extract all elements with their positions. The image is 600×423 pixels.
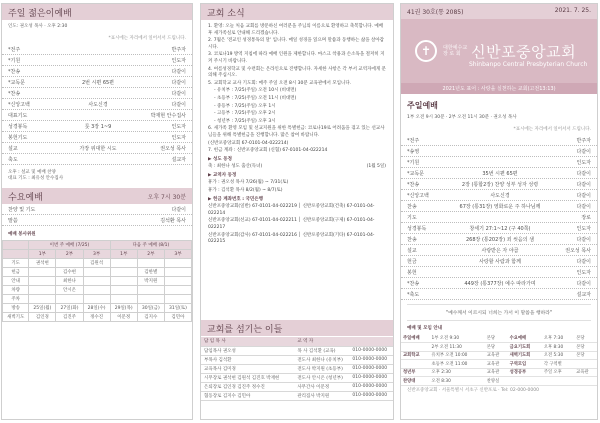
order-item-leader: 설교자 — [576, 291, 591, 298]
news-sub-item: - 중등부 : 7/25(주일) 오후 1시 — [214, 103, 276, 109]
worship-order-row — [401, 234, 597, 245]
order-item-detail: 35번 시편 65편 — [482, 170, 518, 177]
duty-title: 예배 봉사위원 — [8, 232, 36, 237]
timetable-cell — [542, 377, 574, 386]
staff-table-header — [201, 320, 393, 336]
order-item-label: *찬송 — [8, 68, 21, 75]
order-item-leader: 인도자 — [576, 269, 591, 276]
duty-head-cell: 2부 — [56, 250, 83, 259]
duty-role: 주차 — [3, 295, 29, 304]
duty-cell: 박지원 — [137, 277, 164, 286]
duty-cell — [164, 277, 191, 286]
order-item-label: *교독문 — [8, 79, 25, 86]
order-item-label: 설교 — [407, 247, 417, 254]
worship-order-row — [401, 201, 597, 212]
timetable-cell: 오후 2:30 — [430, 368, 485, 377]
duty-head-cell: 1부 — [110, 250, 137, 259]
order-item-detail: 449장 (통377장) 예수 따라가며 — [464, 280, 536, 287]
news-item: 2. 7월은 '전교인 성경통독의 달' 입니다. 매일 성경을 읽으며 말씀과 동행하는 삶을 살아갑시다. — [208, 38, 385, 50]
news-item: 1. 환영: 오늘 처음 교회를 방문하신 여러분을 주님의 이름으로 환영하고 축복합니다. 예배 후 새가족실로 안내해 드리겠습니다. — [208, 24, 384, 36]
timetable-cell — [574, 360, 597, 369]
order-item-leader: 다같이 — [576, 236, 591, 243]
order-item-label: 헌금 — [407, 258, 417, 265]
timetable-cell: 찬양실 — [485, 377, 508, 386]
church-news-body — [201, 20, 393, 251]
wednesday-title: 수요예배 — [8, 192, 43, 203]
worship-order-row — [401, 168, 597, 179]
duty-cell — [56, 259, 83, 268]
member-news-date: (1월 5일) — [366, 164, 386, 170]
news-item: 3. 코로나19 방역 지침에 따라 예배 인원을 제한합니다. 마스크 착용과 손소독을 철저히 지켜 주시기 바랍니다. — [208, 52, 385, 64]
timetable-cell — [401, 343, 430, 352]
order-item-leader: 다같이 — [576, 181, 591, 188]
staff-row — [201, 355, 393, 364]
duty-cell: 권석현 — [29, 259, 56, 268]
youth-worship-header — [2, 4, 192, 20]
order-item-label: *찬송 — [407, 181, 420, 188]
duty-cell: 김지수 — [137, 313, 164, 322]
timetable-row — [401, 351, 597, 360]
staff-cell: 교육목사 김미경 — [201, 364, 288, 373]
order-item-label: 성경봉독 — [407, 225, 427, 232]
order-item-label: *축도 — [407, 291, 420, 298]
duty-cell — [137, 259, 164, 268]
duty-role: 방송 — [3, 304, 29, 313]
duty-cell — [164, 286, 191, 295]
worship-order-row — [2, 132, 192, 143]
staff-table-title: 교회를 섬기는 이들 — [207, 324, 283, 335]
worship-order-row — [2, 215, 192, 226]
timetable-row — [401, 343, 597, 352]
sunday-worship-info: 1부 오전 9시 30분 · 2부 오전 11시 30분 · 권오성 목사 — [407, 115, 517, 120]
worship-order-row — [401, 135, 597, 146]
duty-group-next-week: 다음 주 예배 (8/1) — [110, 241, 191, 250]
duty-cell — [110, 277, 137, 286]
timetable-row — [401, 368, 597, 377]
duty-cell: 28일(수) — [83, 304, 110, 313]
duty-row — [3, 277, 192, 286]
duty-cell — [29, 268, 56, 277]
staff-cell: 사무간사 이문정 — [294, 382, 349, 391]
worship-order-row — [401, 245, 597, 256]
duty-cell — [83, 277, 110, 286]
worship-order-row — [2, 143, 192, 154]
timetable-cell: 본당 — [574, 343, 597, 352]
staff-news-line: 휴가 : 김석환 목사 8/2(월) ~ 8/7(토) — [208, 188, 283, 194]
order-item-leader: 다같이 — [576, 170, 591, 177]
duty-head-cell: 2부 — [137, 250, 164, 259]
sunday-worship-title: 주일예배 — [407, 101, 438, 110]
timetable-cell: 주일예배 — [401, 334, 430, 343]
staff-cell: 010-0000-0000 — [349, 364, 393, 373]
order-item-label: *찬송 — [407, 280, 420, 287]
duty-row — [3, 313, 192, 322]
duty-role: 헌금 — [3, 268, 29, 277]
timetable-cell: 교육관 — [485, 360, 508, 369]
staff-row — [201, 391, 393, 400]
worship-order-row — [2, 88, 192, 99]
worship-order-row — [401, 289, 597, 300]
timetable-cell: 교육관 — [485, 368, 508, 377]
order-item-label: *송영 — [407, 148, 420, 155]
standing-note: *표시에는 자리에서 일어서서 드립니다. — [108, 36, 186, 41]
staff-cell: 시무장로 권석현 김원석 김진호 박재현 — [201, 373, 288, 382]
order-item-detail: 사도신경 — [88, 101, 108, 108]
worship-order-row — [401, 278, 597, 289]
duty-cell: 30일(금) — [137, 304, 164, 313]
order-item-detail: 67장 (통31장) 영화로운 주 하나님께 — [459, 203, 541, 210]
worship-order-row — [401, 256, 597, 267]
order-item-label: *전주 — [407, 137, 420, 144]
worship-order-row — [401, 157, 597, 168]
timetable-cell: 초등부 오전 11:00 — [430, 360, 485, 369]
youth-foot-line: 오후 : 설교 및 예배 찬양 — [8, 170, 56, 175]
staff-news-heading: ▶ 교역자 동정 — [208, 172, 237, 178]
staff-head-cell — [349, 337, 393, 346]
news-sub-item: - 고등부 : 7/25(주일) 오후 2시 — [214, 111, 276, 117]
timetable-cell: 주일 오후 — [542, 368, 574, 377]
duty-group-this-week: 이번 주 예배 (7/25) — [29, 241, 110, 250]
worship-order-row — [2, 110, 192, 121]
staff-cell: 전도사 최한나 (유치부) — [294, 355, 349, 364]
staff-cell: 관리집사 박지원 — [294, 391, 349, 400]
timetable-cell: 찬양대 — [401, 377, 430, 386]
news-item: 7. 헌금 계좌 : 신반포중앙교회 (신협) 67-0101-04-022214 — [208, 148, 328, 154]
order-item-detail: 사랑할 사람과 함께 — [479, 258, 521, 265]
news-item: 5. 교회학교 교사 기도회: 매주 주일 오전 8시 30분 교육관에서 모입니다. — [208, 80, 352, 86]
timetable-cell: 2부 오전 11:30 — [430, 343, 485, 352]
duty-row — [3, 304, 192, 313]
duty-cell: 김수현 — [56, 268, 83, 277]
duty-cell: 27일(화) — [56, 304, 83, 313]
order-item-detail: 268장 (통202장) 죄 씻음의 샘 — [466, 236, 534, 243]
timetable-cell: 교육관 — [574, 368, 597, 377]
worship-order-row — [401, 190, 597, 201]
staff-cell: 010-0000-0000 — [349, 346, 393, 355]
order-item-label: *기원 — [8, 57, 21, 64]
worship-order-row — [401, 267, 597, 278]
sunday-worship-order — [401, 135, 597, 300]
timetable-cell — [508, 377, 542, 386]
order-item-leader: 다같이 — [576, 203, 591, 210]
middle-page — [200, 3, 394, 420]
worship-order-row — [2, 121, 192, 132]
account-line: 신반포중앙교회(선교) 67-0101-04-022211 │ 신반포중앙교회(구제) 67-0101-04-022217 — [208, 218, 375, 231]
order-item-leader: 김석환 목사 — [160, 217, 186, 224]
timetable-cell: 교회학교 — [401, 351, 430, 360]
order-item-label: 말씀 — [8, 217, 18, 224]
timetable-row — [401, 360, 597, 369]
duty-cell — [164, 268, 191, 277]
staff-row — [201, 382, 393, 391]
duty-cell — [83, 268, 110, 277]
cover-page — [400, 3, 598, 420]
order-item-leader: 인도자 — [171, 123, 186, 130]
order-item-detail: 사도신경 — [490, 192, 510, 199]
duty-cell: 김원석 — [83, 259, 110, 268]
order-item-leader: 인도자 — [171, 134, 186, 141]
order-item-leader: 다같이 — [576, 280, 591, 287]
order-item-detail: 2번 시편 65편 — [81, 79, 115, 86]
meeting-timetable — [401, 334, 597, 386]
youth-worship-order — [2, 44, 192, 165]
order-item-leader: 인도자 — [171, 57, 186, 64]
wednesday-time: 오후 7시 30분 — [147, 193, 186, 201]
duty-cell: 정수진 — [83, 313, 110, 322]
duty-head-cell: 1부 — [29, 250, 56, 259]
duty-cell: 김민아 — [164, 313, 191, 322]
wednesday-order — [2, 204, 192, 226]
duty-cell — [110, 259, 137, 268]
duty-row — [3, 295, 192, 304]
duty-cell: 25일(월) — [29, 304, 56, 313]
left-page — [1, 3, 193, 420]
duty-cell — [110, 286, 137, 295]
issue-bar — [401, 4, 597, 19]
duty-cell: 최한나 — [56, 277, 83, 286]
order-item-leader: 다같이 — [171, 206, 186, 213]
duty-cell — [164, 259, 191, 268]
church-banner — [401, 19, 597, 83]
news-item: 4. 여름성경학교 및 수련회는 온라인으로 진행합니다. 자세한 사항은 각 부서 교역자에게 문의해 주십시오. — [208, 66, 386, 79]
timetable-cell: 오후 7:30 — [542, 334, 574, 343]
duty-cell — [137, 295, 164, 304]
staff-cell: 010-0000-0000 — [349, 391, 393, 400]
account-heading: ▶ 헌금 계좌번호 : 국민은행 — [208, 196, 263, 202]
duty-role: 새벽기도 — [3, 313, 29, 322]
order-item-leader: 다같이 — [171, 101, 186, 108]
timetable-cell: 금요기도회 — [508, 343, 542, 352]
duty-cell — [83, 295, 110, 304]
order-item-label: 찬송 — [407, 236, 417, 243]
staff-cell: 은퇴장로 김인경 김진주 정수진 — [201, 382, 288, 391]
timetable-cell: 오후 8:30 — [542, 343, 574, 352]
order-item-label: 봉헌 — [407, 269, 417, 276]
staff-cell: 담임목사 권오성 — [201, 346, 288, 355]
issue-date: 2021. 7. 25. — [554, 7, 591, 14]
worship-order-row — [2, 154, 192, 165]
order-item-leader: 다같이 — [171, 79, 186, 86]
duty-role: 안내 — [3, 277, 29, 286]
worship-order-row — [401, 223, 597, 234]
order-item-label: *찬송 — [8, 90, 21, 97]
order-item-leader: 설교자 — [171, 156, 186, 163]
duty-role: 차량 — [3, 286, 29, 295]
order-item-label: 찬송 — [407, 203, 417, 210]
order-item-detail: 룻 3장 1~9 — [84, 123, 112, 130]
order-item-leader: 다같이 — [576, 258, 591, 265]
timetable-cell: 본당 — [574, 351, 597, 360]
staff-head-cell: 교 역 자 — [294, 337, 349, 346]
duty-cell: 안시온 — [56, 286, 83, 295]
timetable-cell: 각 구역별 — [542, 360, 574, 369]
timetable-cell: 유치부 오전 10:00 — [430, 351, 485, 360]
duty-cell — [29, 295, 56, 304]
account-line: 신반포중앙교회(일반) 67-0101-04-022219 │ 신반포중앙교회(건축) 67-0101-04-022214 — [208, 204, 375, 216]
order-item-leader: 다같이 — [171, 90, 186, 97]
timetable-cell: 성경공부 — [508, 368, 542, 377]
news-sub-item: - 초등부 : 7/25(주일) 오전 11시 (비대면) — [214, 95, 297, 101]
duty-row — [3, 286, 192, 295]
order-item-detail: 사랑받은 자 야곱 — [481, 247, 519, 254]
member-news-line: 축 : 최한나 성도 출산(득녀) — [208, 164, 263, 170]
order-item-label: 축도 — [8, 156, 18, 163]
church-name-english: Shinbanpo Central Presbyterian Church — [469, 61, 588, 68]
staff-cell: 010-0000-0000 — [349, 373, 393, 382]
staff-cell: 부목사 김석환 — [201, 355, 288, 364]
timetable-cell: 본당 — [485, 334, 508, 343]
news-item: (신반포중앙교회 67-0101-04-022214) — [208, 140, 289, 146]
staff-news-line: 휴가 : 권오성 목사 7/26(월) ~ 7/31(토) — [208, 180, 289, 186]
duty-head-cell — [3, 250, 29, 259]
order-item-label: 기도 — [407, 214, 417, 221]
worship-order-row — [2, 55, 192, 66]
staff-row — [201, 346, 393, 355]
issue-number: 41권 30호(통 2085) — [407, 9, 464, 16]
youth-worship-title: 주일 젊은이예배 — [8, 8, 72, 19]
worship-order-row — [401, 179, 597, 190]
youth-worship-info: 인도: 권오성 목사 · 오후 2:30 — [8, 24, 68, 29]
staff-cell: 협동장로 김지수 김민아 — [201, 391, 288, 400]
staff-row — [201, 373, 393, 382]
order-item-leader: 반주자 — [576, 137, 591, 144]
timetable-cell: 오전 5:30 — [542, 351, 574, 360]
order-item-label: *교독문 — [407, 170, 424, 177]
timetable-cell: 청년부 — [401, 368, 430, 377]
worship-order-row — [401, 212, 597, 223]
timetable-row — [401, 377, 597, 386]
order-item-label: *신앙고백 — [407, 192, 429, 199]
order-item-leader: 권오성 목사 — [565, 247, 591, 254]
order-item-label: 설교 — [8, 145, 18, 152]
church-logo-icon: ✝ — [415, 40, 437, 62]
staff-row — [201, 364, 393, 373]
order-item-leader: 박재현 안수집사 — [150, 112, 186, 119]
order-item-leader: 장로 — [581, 214, 591, 221]
worship-order-row — [401, 146, 597, 157]
worship-order-row — [2, 204, 192, 215]
order-item-label: *기원 — [407, 159, 420, 166]
order-item-label: 성경봉독 — [8, 123, 28, 130]
timetable-cell — [401, 360, 430, 369]
staff-cell: 전도사 안시온 (청년부) — [294, 373, 349, 382]
account-line: 신반포중앙교회(감사) 67-0101-04-022216 │ 신반포중앙교회(기타) 67-0101-04-022215 — [208, 232, 375, 245]
duty-cell: 김인경 — [29, 313, 56, 322]
order-item-leader: 인도자 — [576, 225, 591, 232]
order-item-leader: 인도자 — [576, 159, 591, 166]
denomination-label: 대한예수교 장 로 회 — [443, 45, 468, 57]
staff-cell: 010-0000-0000 — [349, 382, 393, 391]
duty-cell — [56, 295, 83, 304]
youth-worship-footer — [2, 165, 192, 184]
duty-role: 기도 — [3, 259, 29, 268]
duty-head-cell: 3부 — [164, 250, 191, 259]
church-news-title: 교회 소식 — [207, 8, 245, 19]
order-item-leader: 다같이 — [576, 148, 591, 155]
order-item-leader: 다같이 — [171, 68, 186, 75]
duty-cell — [164, 295, 191, 304]
news-sub-item: - 청년부 : 7/25(주일) 오후 3시 — [214, 118, 276, 124]
duty-cell — [137, 286, 164, 295]
duty-cell: 이문정 — [110, 313, 137, 322]
timetable-cell: 구역모임 — [508, 360, 542, 369]
duty-cell — [29, 286, 56, 295]
staff-head-cell: 담 임 목 사 — [201, 337, 288, 346]
church-footer: 신반포중앙교회 · 서울특별시 서초구 신반포로 · Tel: 02-000-0000 — [407, 387, 539, 393]
wednesday-header — [2, 188, 192, 204]
duty-cell: 김진주 — [56, 313, 83, 322]
order-item-label: 봉헌기도 — [8, 134, 28, 141]
duty-cell — [110, 268, 137, 277]
duty-cell — [110, 295, 137, 304]
timetable-row — [401, 334, 597, 343]
timetable-title: 예배 및 모임 안내 — [407, 326, 443, 331]
timetable-cell: 수요예배 — [508, 334, 542, 343]
timetable-cell: 본당 — [485, 343, 508, 352]
duty-cell — [29, 277, 56, 286]
duty-head-cell: 3부 — [83, 250, 110, 259]
order-item-detail: 창세기 27:1~12 (구 40쪽) — [469, 225, 531, 232]
timetable-cell: 교육관 — [485, 351, 508, 360]
worship-order-row — [2, 99, 192, 110]
duty-cell — [83, 286, 110, 295]
timetable-cell: 새벽기도회 — [508, 351, 542, 360]
worship-order-row — [2, 44, 192, 55]
member-news-heading: ▶ 성도 동정 — [208, 156, 232, 162]
staff-table — [201, 337, 393, 401]
news-item: 6. 새가족 환영 모임 및 선교지원을 위한 특별헌금: 코로나19로 어려움을 겪고 있는 선교사님들을 위해 특별헌금을 진행합니다. 많은 참여 바랍니다. — [208, 126, 385, 138]
duty-cell: 29일(목) — [110, 304, 137, 313]
timetable-cell — [574, 377, 597, 386]
duty-cell: 31일(토) — [164, 304, 191, 313]
order-item-detail: 가장 위대한 시도 — [79, 145, 117, 152]
order-item-leader: 권오성 목사 — [160, 145, 186, 152]
duty-cell: 김한별 — [137, 268, 164, 277]
timetable-cell: 본당 — [574, 334, 597, 343]
order-item-label: *전주 — [8, 46, 21, 53]
yearly-theme: 2021년도 표어 : 사랑을 실천하는 교회(고전13:13) — [401, 83, 597, 94]
timetable-cell: 오전 8:30 — [430, 377, 485, 386]
staff-cell: 전도사 박지원 (초등부) — [294, 364, 349, 373]
worship-order-row — [2, 77, 192, 88]
order-item-label: 찬양 및 기도 — [8, 206, 36, 213]
order-item-label: *신앙고백 — [8, 101, 30, 108]
duty-row — [3, 268, 192, 277]
duty-corner — [3, 241, 29, 250]
scripture-verse: "예수께서 이르시되 너희는 가서 이 말씀을 행하라" — [407, 304, 591, 321]
news-sub-item: - 유치부 : 7/25(주일) 오전 10시 (비대면) — [214, 88, 297, 94]
worship-order-row — [2, 66, 192, 77]
timetable-cell: 1부 오전 9:30 — [430, 334, 485, 343]
sunday-standing-note: *표시에는 자리에서 일어서서 드립니다. — [513, 127, 591, 132]
order-item-detail: 2장 (통합2장) 찬양 성부 성자 성령 — [461, 181, 539, 188]
youth-foot-line-2: 대표 기도 : 최유성 안수집사 — [8, 176, 64, 181]
order-item-label: 대표기도 — [8, 112, 28, 119]
order-item-leader: 다같이 — [576, 192, 591, 199]
staff-cell: 목 사 김석환 (교육) — [294, 346, 349, 355]
duty-table — [2, 240, 192, 322]
order-item-leader: 반주자 — [171, 46, 186, 53]
duty-row — [3, 259, 192, 268]
church-news-header — [201, 4, 393, 20]
staff-cell: 010-0000-0000 — [349, 355, 393, 364]
church-name: 신반포중앙교회 — [471, 42, 577, 61]
